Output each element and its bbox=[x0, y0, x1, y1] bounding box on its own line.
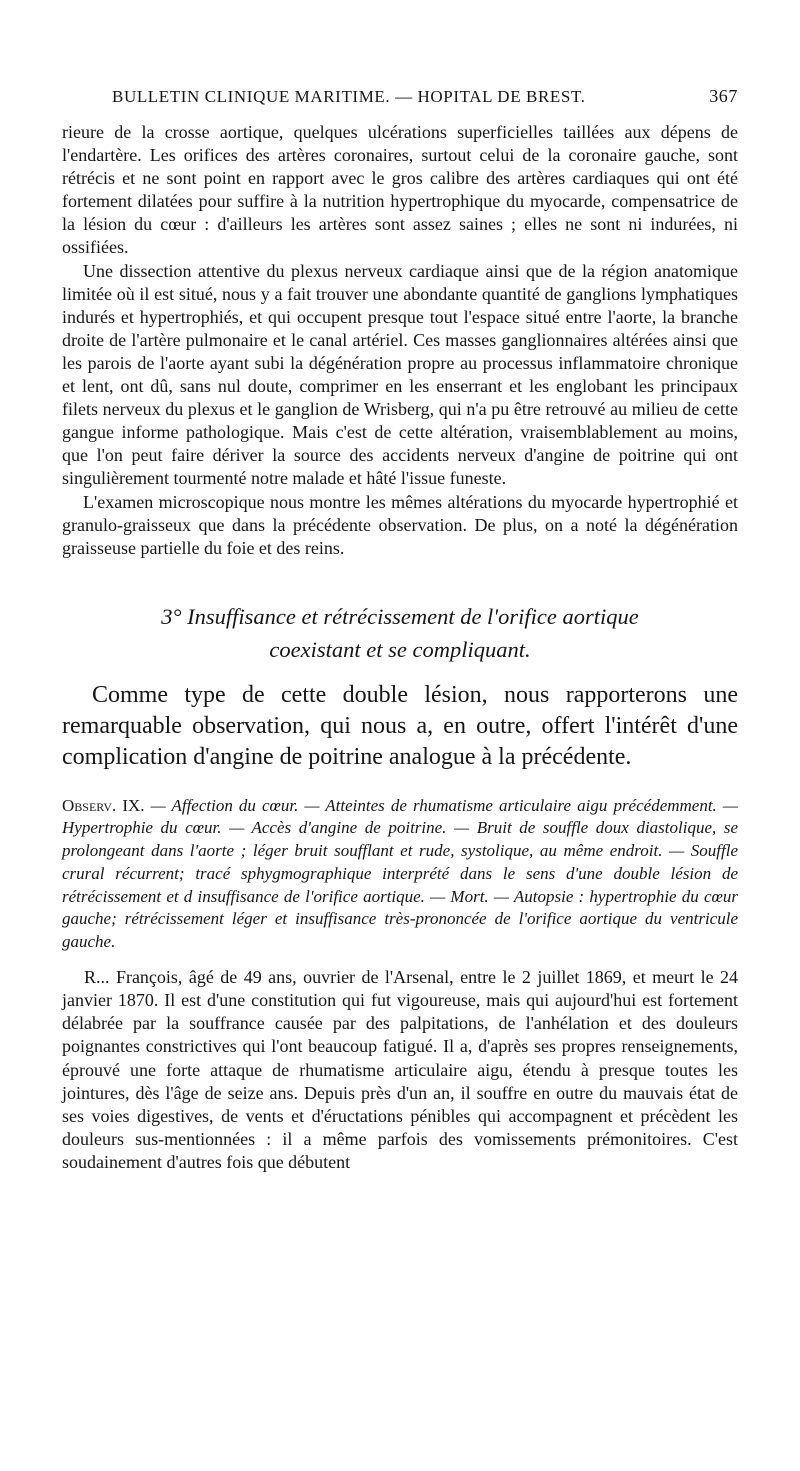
page-number: 367 bbox=[709, 86, 738, 106]
paragraph-dissection: Une dissection attentive du plexus nerveux cardiaque ainsi que de la région anatomique limitée où il est situé, nous y a fait trouver une abondante quantité de ganglions lymphatiques indurés et hypertrophiés, et qui occupent presque tout l'espace situé entre l'aorte, la branche droite de l'artère pulmonaire et le canal artériel. Ces masses ganglionnaires altérées ainsi que les parois de l'aorte ayant subi la dégénération propre au processus inflammatoire chronique et lent, ont dû, sans nul doute, comprimer en les enserrant et les englobant les principaux filets nerveux du plexus et le ganglion de Wrisberg, qui n'a pu être retrouvé au milieu de cette gangue informe pathologique. Mais c'est de cette altération, vraisemblablement au moins, que l'on peut faire dériver la source des accidents nerveux d'angine de poitrine qui ont singulièrement tourmenté notre malade et hâté l'issue funeste. bbox=[62, 260, 738, 489]
lead-paragraph: Comme type de cette double lésion, nous rapporterons une remarquable observation, qui nous a, en outre, offert l'intérêt d'une complication d'angine de poitrine analogue à la précédente. bbox=[62, 681, 738, 770]
observation-summary bbox=[62, 795, 738, 954]
section-heading-line-2: coexistant et se compliquant. bbox=[269, 636, 531, 662]
running-title: BULLETIN CLINIQUE MARITIME. — HOPITAL DE BREST. bbox=[112, 87, 586, 106]
section-heading bbox=[62, 600, 738, 666]
observation-label: Observ. IX. bbox=[62, 795, 145, 815]
book-page bbox=[62, 86, 738, 1175]
paragraph-microscopic-exam: L'examen microscopique nous montre les mêmes altérations du myocarde hypertrophié et granulo-graisseux que dans la précédente observation. De plus, on a noté la dégénération graisseuse partielle du foie et des reins. bbox=[62, 491, 738, 558]
paragraph-autopsy-arteries: rieure de la crosse aortique, quelques ulcérations superficielles taillées aux dépens de l'endartère. Les orifices des artères coronaires, surtout celui de la coronaire gauche, sont rétrécis et ne sont point en rapport avec le gros calibre des artères cardiaques qui ont été fortement dilatées pour suffire à la nutrition hypertrophique du myocarde, compensatrice de la lésion du cœur : d'ailleurs les artères sont assez saines ; elles ne sont ni indurées, ni ossifiées. bbox=[62, 122, 738, 258]
running-header bbox=[112, 86, 738, 107]
observation-text: — Affection du cœur. — Atteintes de rhumatisme articulaire aigu précédemment. — Hypertrophie du cœur. — Accès d'angine de poitrine. — Bruit de souffle doux diastolique, se prolongeant dans l'aorte ; léger bruit soufflant et rude, systolique, au même endroit. — Souffle crural récurrent; tracé sphygmographique interprété dans le sens d'une double lésion de rétrécissement et d insuffisance de l'orifice aortique. — Mort. — Autopsie : hypertrophie du cœur gauche; rétrécissement léger et insuffisance très-prononcée de l'orifice aortique du ventricule gauche. bbox=[62, 795, 738, 951]
section-heading-line-1: 3° Insuffisance et rétrécissement de l'orifice aortique bbox=[161, 603, 639, 629]
case-history-paragraph: R... François, âgé de 49 ans, ouvrier de l'Arsenal, entre le 2 juillet 1869, et meurt le 24 janvier 1870. Il est d'une constitution qui fut vigoureuse, mais qui aujourd'hui est fortement délabrée par la souffrance causée par des palpitations, de l'anhélation et des douleurs poignantes constrictives qui l'ont beaucoup fatigué. Il a, d'après ses propres renseignements, éprouvé une forte attaque de rhumatisme articulaire aigu, étendu à presque toutes les jointures, dès l'âge de seize ans. Depuis près d'un an, il souffre en outre du mauvais état de ses voies digestives, de vents et d'éructations pénibles qui accompagnent et précèdent les douleurs sus-mentionnées : il a même parfois des vomissements prémonitoires. C'est soudainement d'autres fois que débutent bbox=[62, 966, 738, 1173]
